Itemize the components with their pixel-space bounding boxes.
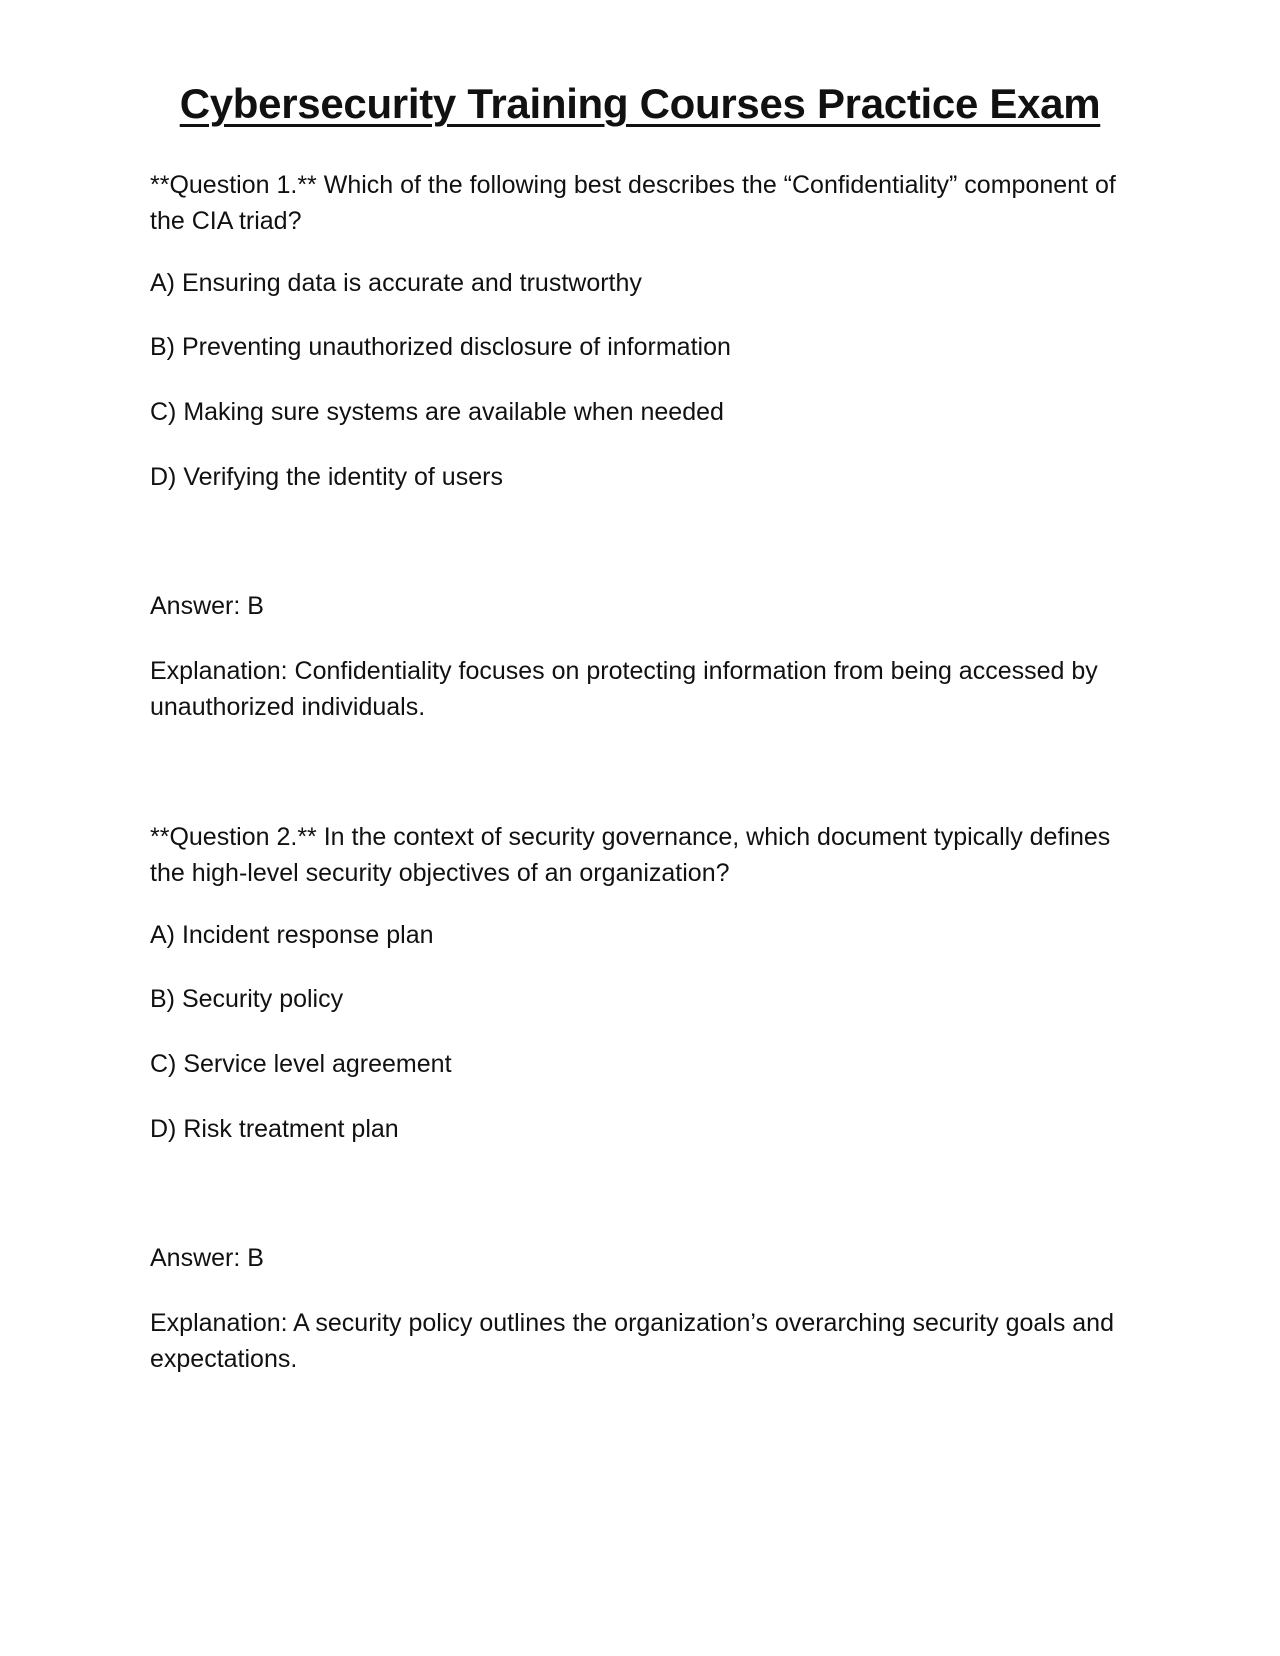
question-1-option-b: B) Preventing unauthorized disclosure of information	[150, 333, 731, 361]
question-2-option-d: D) Risk treatment plan	[150, 1115, 399, 1143]
page-title: Cybersecurity Training Courses Practice Exam	[179, 80, 1101, 127]
question-1-answer: Answer: B	[150, 592, 264, 620]
question-2-prompt: **Question 2.** In the context of security governance, which document typically defines the high-level security objectives of an organization?	[150, 823, 1111, 887]
question-2-option-c: C) Service level agreement	[150, 1050, 452, 1078]
question-1-option-d: D) Verifying the identity of users	[150, 463, 503, 491]
question-2-explanation: Explanation: A security policy outlines the organization’s overarching security goals and expectations.	[150, 1309, 1114, 1373]
question-2-option-b: B) Security policy	[150, 985, 344, 1013]
question-2-answer: Answer: B	[150, 1244, 264, 1272]
question-1-explanation: Explanation: Confidentiality focuses on protecting information from being accessed by unauthorized individuals.	[150, 657, 1098, 721]
question-1-option-c: C) Making sure systems are available when needed	[150, 398, 724, 426]
question-2-option-a: A) Incident response plan	[150, 921, 434, 949]
question-1-prompt: **Question 1.** Which of the following best describes the “Confidentiality” component of the CIA triad?	[150, 171, 1116, 235]
question-1-option-a: A) Ensuring data is accurate and trustworthy	[150, 269, 642, 297]
